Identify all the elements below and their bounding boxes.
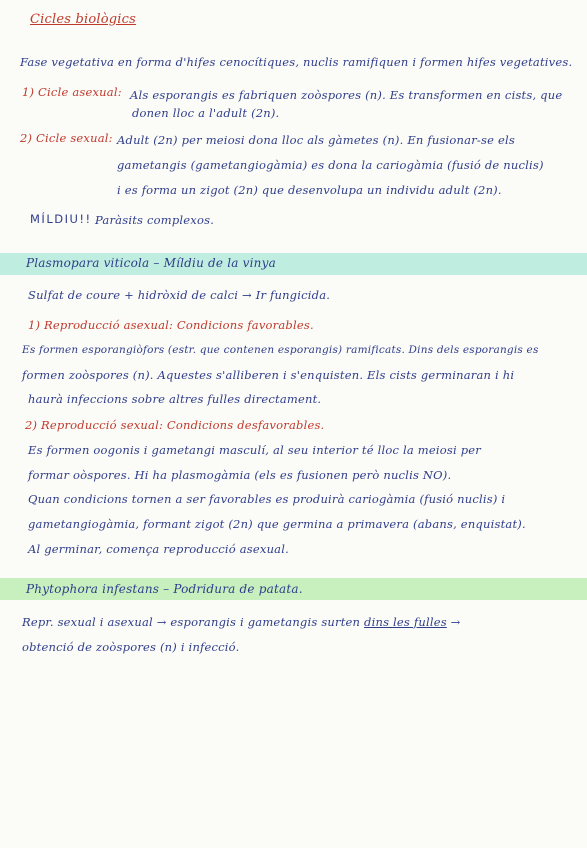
asexual-text-3: haurà infeccions sobre altres fulles directament. — [28, 392, 322, 406]
arrow-icon: → — [450, 615, 461, 629]
asexual-text-1: Es formen esporangiòfors (estr. que contenen esporangis) ramificats. Dins dels esporangis es — [22, 344, 539, 356]
section2-text-1 — [22, 615, 461, 629]
section2-text-2: obtenció de zoòspores (n) i infecció. — [22, 640, 240, 654]
mildiu-caps: MÍLDIU!! — [30, 212, 92, 226]
sexual-text-2: formar oòspores. Hi ha plasmogàmia (els es fusionen però nuclis NO). — [28, 468, 452, 482]
cycle-sexual-text-2: gametangis (gametangiogàmia) es dona la cariogàmia (fusió de nuclis) — [117, 158, 544, 172]
sexual-text-1: Es formen oogonis i gametangi masculí, al seu interior té lloc la meiosi per — [28, 443, 481, 457]
section2-text-1a: Repr. sexual i asexual → esporangis i gametangis surten — [22, 615, 361, 629]
page-title: Cicles biològics — [30, 12, 136, 27]
cycle-sexual-text-1: Adult (2n) per meiosi dona lloc als gàmetes (n). En fusionar-se els — [117, 133, 515, 147]
sexual-heading: 2) Reproducció sexual: Condicions desfavorables. — [25, 418, 325, 432]
section-heading-phytophora: Phytophora infestans – Podridura de patata. — [26, 582, 303, 596]
section-heading-plasmopara: Plasmopara viticola – Míldiu de la vinya — [26, 256, 276, 270]
cycle-sexual-label: 2) Cicle sexual: — [20, 131, 113, 145]
asexual-heading: 1) Reproducció asexual: Condicions favorables. — [28, 318, 314, 332]
cycle-sexual-text-3: i es forma un zigot (2n) que desenvolupa un individu adult (2n). — [117, 183, 502, 197]
cycle-asexual-text-1: Als esporangis es fabriquen zoòspores (n). Es transformen en cists, que — [130, 88, 563, 102]
sexual-text-3: Quan condicions tornen a ser favorables es produirà cariogàmia (fusió nuclis) i — [28, 492, 506, 506]
sexual-text-4: gametangiogàmia, formant zigot (2n) que germina a primavera (abans, enquistat). — [28, 517, 526, 531]
cycle-asexual-label: 1) Cicle asexual: — [22, 85, 122, 99]
intro-text: Fase vegetativa en forma d'hifes cenocítiques, nuclis ramifiquen i formen hifes vegetatives. — [20, 55, 573, 69]
section2-underlined-text: dins les fulles — [364, 615, 447, 629]
sexual-text-5: Al germinar, comença reproducció asexual. — [28, 542, 289, 556]
asexual-text-2: formen zoòspores (n). Aquestes s'alliberen i s'enquisten. Els cists germinaran i hi — [22, 368, 515, 382]
mildiu-note-text: Paràsits complexos. — [95, 213, 215, 227]
treatment-text: Sulfat de coure + hidròxid de calci → Ir fungicida. — [28, 288, 331, 302]
cycle-asexual-text-2: donen lloc a l'adult (2n). — [132, 106, 280, 120]
